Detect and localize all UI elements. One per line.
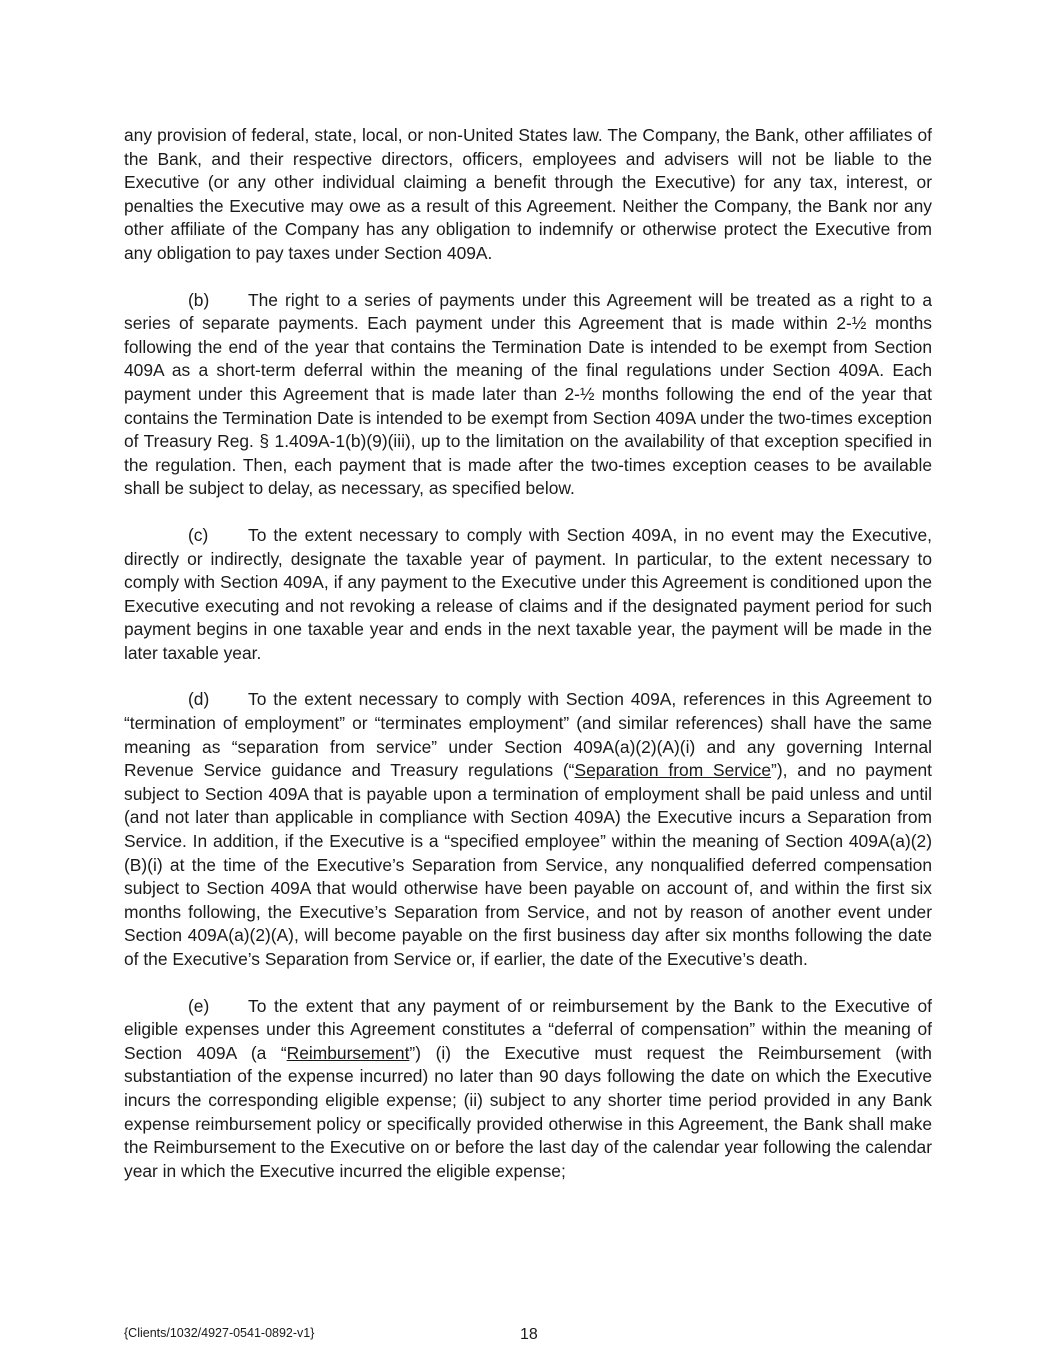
paragraph-d-text-before: To the extent necessary to comply with Section 409A, references in this Agreement to “termination of employment” or “terminates employment” (and similar references) shall have the same meaning as “separation from service” under Section 409A(a)(2)(A)(i) and any governing Internal Revenue Service guidance and Treasury regulations (“ xyxy=(124,689,932,781)
paragraph-d xyxy=(124,688,932,971)
defined-term-separation-from-service: Separation from Service xyxy=(574,760,772,781)
paragraph-intro xyxy=(124,124,932,266)
paragraph-c-label: (c) xyxy=(188,524,209,545)
footer-document-id: {Clients/1032/4927-0541-0892-v1} xyxy=(124,1326,315,1340)
paragraph-intro-text: any provision of federal, state, local, or non-United States law. The Company, the Bank, other affiliates of the Bank, and their respective directors, officers, employees and advisers will not be liable to the Executive (or any other individual claiming a benefit through the Executive) for any tax, interest, or penalties the Executive may owe as a result of this Agreement. Neither the Company, the Bank nor any other affiliate of the Company has any obligation to indemnify or otherwise protect the Executive from any obligation to pay taxes under Section 409A. xyxy=(124,125,932,263)
paragraph-e-label: (e) xyxy=(188,995,210,1016)
paragraph-e-text-after: ”) (i) the Executive must request the Reimbursement (with substantiation of the expense incurred) no later than 90 days following the date on which the Executive incurs the corresponding eligible expense; (ii) subject to any shorter time period provided in any Bank expense reimbursement policy or specifically provided otherwise in this Agreement, the Bank shall make the Reimbursement to the Executive on or before the last day of the calendar year following the calendar year in which the Executive incurred the eligible expense; xyxy=(124,1042,932,1181)
paragraph-e xyxy=(124,995,932,1184)
paragraph-d-label: (d) xyxy=(188,689,210,710)
paragraph-e-text-before: To the extent that any payment of or reimbursement by the Bank to the Executive of eligible expenses under this Agreement constitutes a “deferral of compensation” within the meaning of Section 409A (a “ xyxy=(124,995,932,1063)
paragraph-c xyxy=(124,524,932,666)
paragraph-b-label: (b) xyxy=(188,289,210,310)
paragraph-c-text: To the extent necessary to comply with Section 409A, in no event may the Executive, directly or indirectly, designate the taxable year of payment. In particular, to the extent necessary to comply with Section 409A, if any payment to the Executive under this Agreement is conditioned upon the Executive executing and not revoking a release of claims and if the designated payment period for such payment begins in one taxable year and ends in the next taxable year, the payment will be made in the later taxable year. xyxy=(124,524,932,663)
paragraph-b xyxy=(124,289,932,501)
document-page xyxy=(124,124,932,1206)
paragraph-b-text: The right to a series of payments under this Agreement will be treated as a right to a series of separate payments. Each payment under this Agreement that is made within 2-½ months following the end of the year that contains the Termination Date is intended to be exempt from Section 409A as a short-term deferral within the meaning of the final regulations under Section 409A. Each payment under this Agreement that is made later than 2-½ months following the end of the year that contains the Termination Date is intended to be exempt from Section 409A under the two-times exception of Treasury Reg. § 1.409A-1(b)(9)(iii), up to the limitation on the availability of that exception specified in the regulation. Then, each payment that is made after the two-times exception ceases to be available shall be subject to delay, as necessary, as specified below. xyxy=(124,289,932,499)
paragraph-d-text-after: ”), and no payment subject to Section 409A that is payable upon a termination of employment shall be paid unless and until (and not later than applicable in compliance with Section 409A) the Executive incurs a Separation from Service. In addition, if the Executive is a “specified employee” within the meaning of Section 409A(a)(2)(B)(i) at the time of the Executive’s Separation from Service, any nonqualified deferred compensation subject to Section 409A that would otherwise have been payable on account of, and within the first six months following, the Executive’s Separation from Service, and not by reason of another event under Section 409A(a)(2)(A), will become payable on the first business day after six months following the date of the Executive’s Separation from Service or, if earlier, the date of the Executive’s death. xyxy=(124,760,932,969)
footer-page-number: 18 xyxy=(520,1326,538,1343)
defined-term-reimbursement: Reimbursement xyxy=(286,1042,410,1063)
